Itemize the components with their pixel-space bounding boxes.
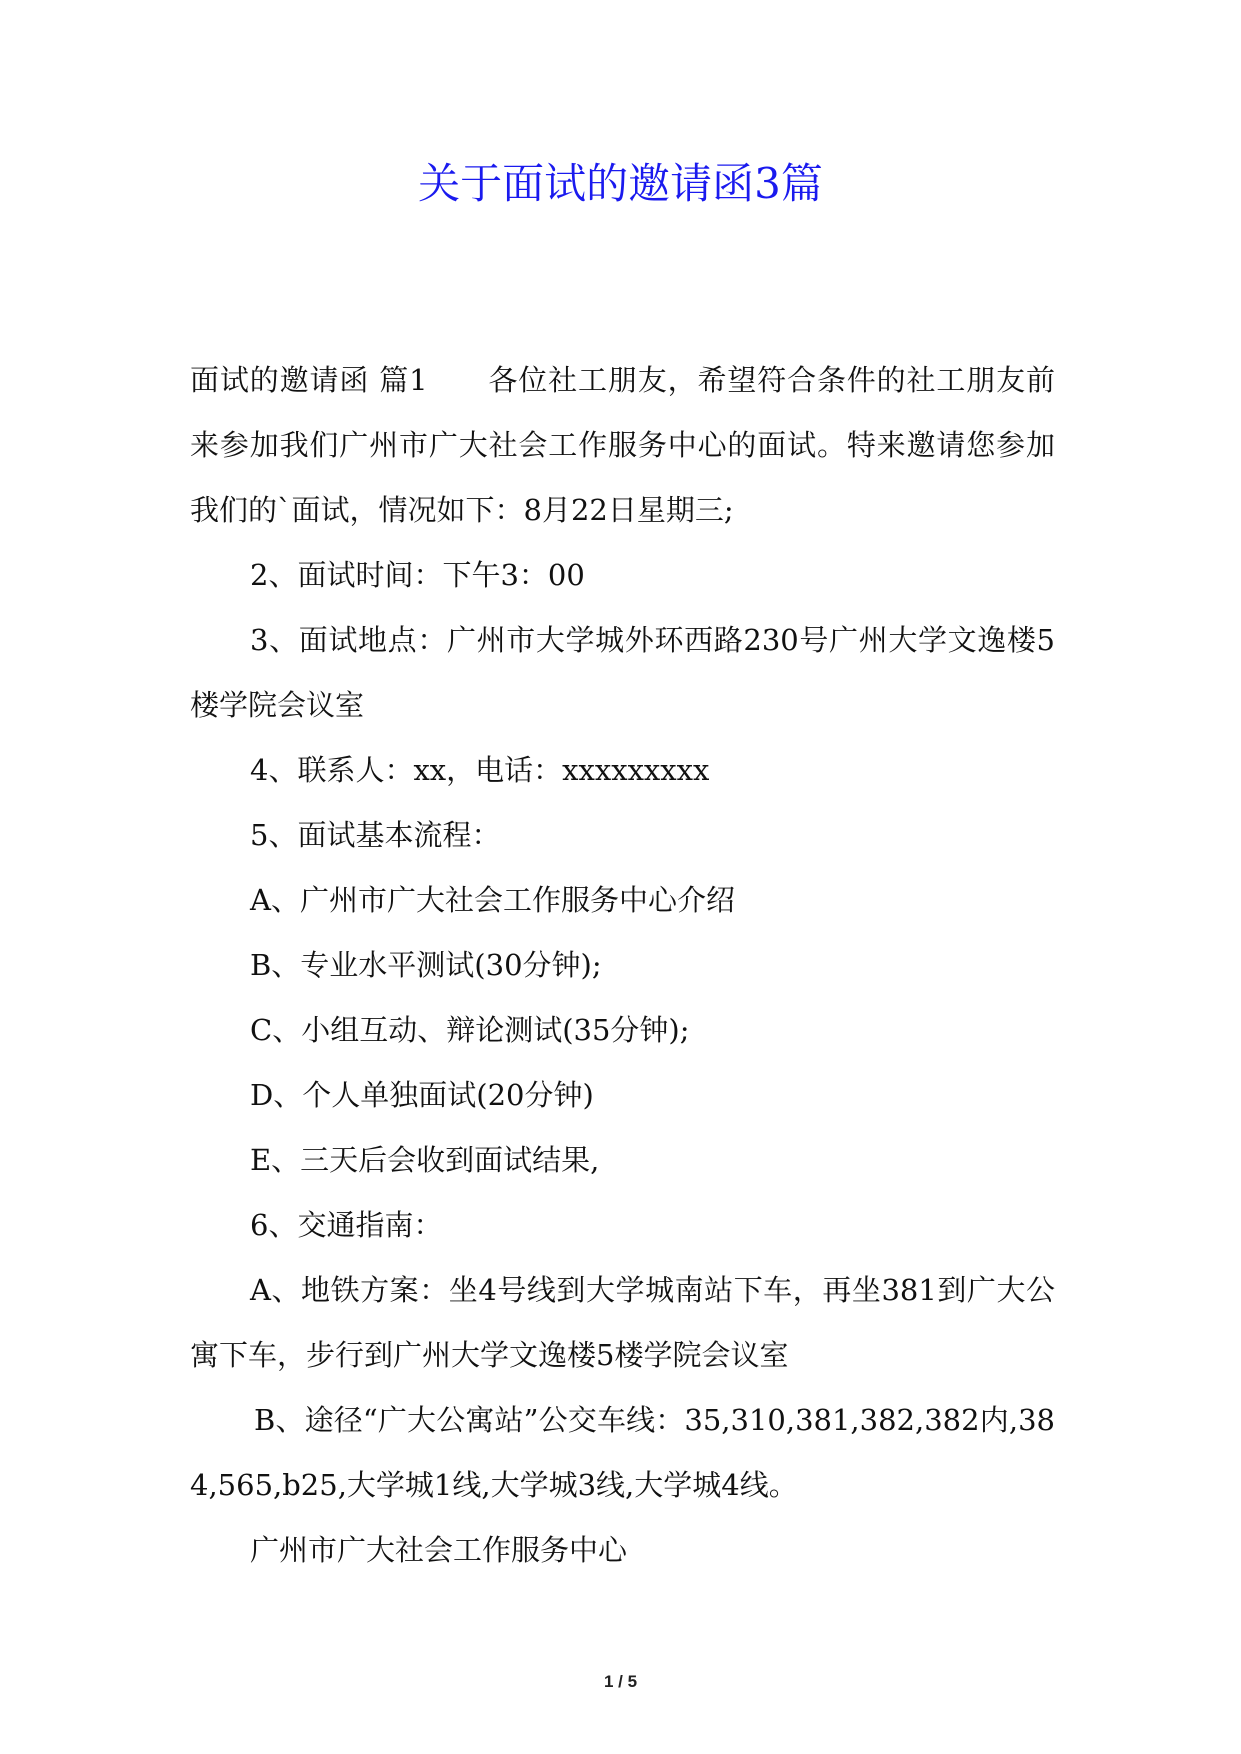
page-number: 1 / 5 <box>603 1672 638 1691</box>
signature: 广州市广大社会工作服务中心 <box>250 1533 628 1567</box>
item-process-c: C、小组互动、辩论测试(35分钟); <box>250 1013 690 1047</box>
item-process-a: A、广州市广大社会工作服务中心介绍 <box>250 883 735 917</box>
item-transport-bus: B、途径“广大公寓站”公交车线：35,310,381,382,382内,384,565,b25,大学城1线,大学城3线,大学城4线。 <box>190 1403 1055 1502</box>
item-process-heading: 5、面试基本流程： <box>250 818 501 852</box>
item-transport-heading: 6、交通指南： <box>250 1208 443 1242</box>
document-body <box>190 348 1055 1583</box>
intro-paragraph <box>190 348 1055 543</box>
item-transport-metro: A、地铁方案：坐4号线到大学城南站下车，再坐381到广大公寓下车，步行到广州大学文逸楼5楼学院会议室 <box>190 1273 1055 1372</box>
item-interview-location: 3、面试地点：广州市大学城外环西路230号广州大学文逸楼5楼学院会议室 <box>190 623 1055 722</box>
item-process-e: E、三天后会收到面试结果, <box>250 1143 600 1177</box>
item-process-d: D、个人单独面试(20分钟) <box>250 1078 594 1112</box>
intro-text: 各位社工朋友，希望符合条件的社工朋友前来参加我们广州市广大社会工作服务中心的面试。特来邀请您参加我们的`面试，情况如下：8月22日星期三; <box>190 363 1055 527</box>
intro-heading: 面试的邀请函 篇1 <box>190 363 428 397</box>
item-contact: 4、联系人：xx，电话：xxxxxxxxx <box>250 753 710 787</box>
item-process-b: B、专业水平测试(30分钟); <box>250 948 602 982</box>
item-interview-time: 2、面试时间：下午3：00 <box>250 558 585 592</box>
document-title: 关于面试的邀请函3篇 <box>418 159 823 208</box>
